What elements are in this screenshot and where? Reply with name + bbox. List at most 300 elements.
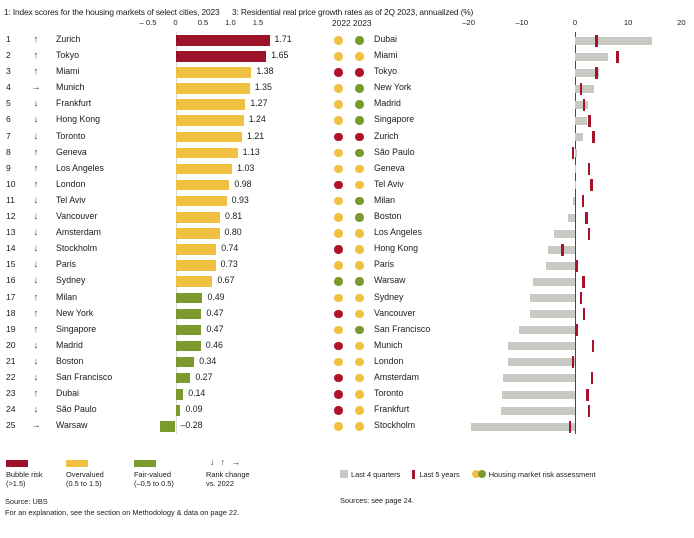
row-city-label: Frankfurt xyxy=(374,404,410,415)
legend-label-overvalued-2: (0.5 to 1.5) xyxy=(66,479,102,488)
risk-dot-2022-icon xyxy=(334,277,343,286)
last-5-years-marker xyxy=(580,83,583,95)
last-4-quarters-bar xyxy=(554,230,575,238)
right-chart-row xyxy=(332,418,694,434)
row-city-label: Paris xyxy=(374,259,395,270)
row-plot xyxy=(442,290,692,306)
left-axis-tick: 0.5 xyxy=(197,18,209,27)
row-bar xyxy=(176,325,202,336)
row-bar xyxy=(176,132,243,143)
row-value-label: 1.38 xyxy=(256,66,274,77)
row-plot xyxy=(442,273,692,289)
zero-line xyxy=(575,209,576,225)
risk-dot-2023-icon xyxy=(355,229,364,238)
risk-dot-2023-icon xyxy=(355,116,364,125)
last-5-years-marker xyxy=(595,35,598,47)
risk-dot-2022-icon xyxy=(334,116,343,125)
risk-dot-2022-icon xyxy=(334,181,343,190)
row-plot xyxy=(442,64,692,80)
right-chart-row xyxy=(332,225,694,241)
row-rank: 9 xyxy=(6,162,11,173)
row-plot xyxy=(442,177,692,193)
left-axis-tick: 1.5 xyxy=(252,18,264,27)
row-bar xyxy=(176,373,191,384)
last-4-quarters-bar xyxy=(502,391,575,399)
row-value-label: 0.27 xyxy=(195,371,213,382)
row-bar xyxy=(176,35,270,46)
last-4-quarters-bar xyxy=(573,197,575,205)
risk-dot-2022-icon xyxy=(334,406,343,415)
risk-dot-2022-icon xyxy=(334,422,343,431)
row-plot xyxy=(442,129,692,145)
risk-dot-2022-icon xyxy=(334,213,343,222)
risk-dot-2023-icon xyxy=(355,165,364,174)
row-city-label: Munich xyxy=(374,339,403,350)
row-rank: 8 xyxy=(6,146,11,157)
risk-dot-2022-icon xyxy=(334,245,343,254)
risk-dot-2023-icon xyxy=(355,52,364,61)
row-plot xyxy=(442,32,692,48)
row-rank: 12 xyxy=(6,211,16,222)
row-plot xyxy=(442,338,692,354)
last-4-quarters-bar xyxy=(501,407,575,415)
row-rank: 11 xyxy=(6,194,15,205)
row-city-label: Stockholm xyxy=(374,420,416,431)
risk-dot-2023-icon xyxy=(355,68,364,77)
row-city-label: Warsaw xyxy=(56,420,88,431)
left-chart-row xyxy=(0,161,330,177)
risk-dot-2023-icon xyxy=(355,197,364,206)
last-4-quarters-bar xyxy=(575,117,587,125)
risk-dot-2023-icon xyxy=(355,36,364,45)
row-city-label: Madrid xyxy=(56,339,83,350)
row-bar xyxy=(176,83,250,94)
risk-dot-2022-icon xyxy=(334,165,343,174)
risk-dot-2022-icon xyxy=(334,100,343,109)
left-chart-row xyxy=(0,177,330,193)
risk-dot-2022-icon xyxy=(334,358,343,367)
row-city-label: Amsterdam xyxy=(56,227,101,238)
row-city-label: Boston xyxy=(374,211,402,222)
row-bar xyxy=(176,180,230,191)
left-source-line1: Source: UBS xyxy=(5,497,48,506)
row-value-label: 0.73 xyxy=(220,259,238,270)
left-chart-row xyxy=(0,48,330,64)
row-city-label: Geneva xyxy=(56,146,87,157)
right-chart-row xyxy=(332,80,694,96)
row-rank: 3 xyxy=(6,66,11,77)
rank-change-arrow-icon: ↓ xyxy=(33,97,39,109)
last-5-years-marker xyxy=(588,228,591,240)
left-chart-row xyxy=(0,32,330,48)
zero-line xyxy=(575,402,576,418)
risk-dot-2022-icon xyxy=(334,68,343,77)
row-plot xyxy=(442,80,692,96)
right-chart-row xyxy=(332,193,694,209)
left-chart-row xyxy=(0,386,330,402)
row-bar xyxy=(176,51,267,62)
row-value-label: 0.34 xyxy=(199,355,217,366)
risk-dot-2023-icon xyxy=(355,422,364,431)
row-city-label: Boston xyxy=(56,355,84,366)
risk-dot-2022-icon xyxy=(334,197,343,206)
last-5-years-marker xyxy=(588,163,591,175)
last-4-quarters-bar xyxy=(575,53,608,61)
zero-line xyxy=(575,273,576,289)
row-city-label: London xyxy=(56,178,86,189)
left-chart-row xyxy=(0,354,330,370)
rank-change-arrow-icon: ↑ xyxy=(33,49,39,61)
row-bar xyxy=(176,309,202,320)
last-4-quarters-bar xyxy=(575,133,584,141)
row-city-label: San Francisco xyxy=(56,371,113,382)
last-4-quarters-bar xyxy=(575,165,576,173)
row-plot xyxy=(442,322,692,338)
left-chart-row xyxy=(0,370,330,386)
rank-change-arrow-icon: ↓ xyxy=(33,226,39,238)
row-rank: 1 xyxy=(6,34,11,44)
risk-dot-2023-icon xyxy=(355,374,364,383)
last-4-quarters-bar xyxy=(568,214,575,222)
last-4-quarters-bar xyxy=(533,278,574,286)
row-plot xyxy=(442,225,692,241)
row-rank: 22 xyxy=(6,371,16,382)
left-chart-row xyxy=(0,273,330,289)
left-chart-row xyxy=(0,241,330,257)
risk-dot-2022-icon xyxy=(334,84,343,93)
row-city-label: Sydney xyxy=(56,275,86,286)
zero-line xyxy=(575,386,576,402)
risk-dot-2022-icon xyxy=(334,36,343,45)
legend-last5-label: Last 5 years xyxy=(419,470,460,479)
right-chart-row xyxy=(332,96,694,112)
left-source xyxy=(5,496,239,518)
row-plot xyxy=(442,193,692,209)
row-rank: 18 xyxy=(6,307,16,318)
risk-dot-2023-icon xyxy=(355,390,364,399)
legend-last4-label: Last 4 quarters xyxy=(351,470,401,479)
last-5-years-marker xyxy=(576,260,579,272)
row-city-label: Milan xyxy=(374,194,396,205)
rank-change-arrow-icon: ↓ xyxy=(33,403,39,415)
row-city-label: San Francisco xyxy=(374,323,431,334)
left-chart-title: 1: Index scores for the housing markets of select cities, 2023 xyxy=(4,7,220,17)
row-value-label: 0.81 xyxy=(225,211,243,222)
row-city-label: Paris xyxy=(56,259,77,270)
row-plot xyxy=(442,370,692,386)
row-bar xyxy=(176,115,244,126)
rank-change-arrow-icon: ↓ xyxy=(33,113,39,125)
row-rank: 23 xyxy=(6,388,16,399)
legend-gray-square-icon xyxy=(340,470,348,478)
right-chart-row xyxy=(332,322,694,338)
risk-dot-2023-icon xyxy=(355,406,364,415)
right-axis-tick: 20 xyxy=(677,18,686,27)
row-city-label: Madrid xyxy=(374,98,401,109)
legend-last5years xyxy=(412,470,459,479)
left-chart-row xyxy=(0,193,330,209)
risk-dot-2022-icon xyxy=(334,294,343,303)
row-bar xyxy=(176,148,238,159)
right-chart-row xyxy=(332,32,694,48)
risk-dot-2023-icon xyxy=(355,213,364,222)
row-rank: 4 xyxy=(6,82,11,93)
rank-change-arrow-icon: ↑ xyxy=(33,65,39,77)
last-4-quarters-bar xyxy=(508,342,574,350)
row-city-label: Singapore xyxy=(56,323,97,334)
legend-label-fair-1: Fair-valued xyxy=(134,470,171,479)
right-axis-tick: –10 xyxy=(515,18,529,27)
row-bar xyxy=(176,67,252,78)
risk-dot-2023-icon xyxy=(355,294,364,303)
legend-last4quarters xyxy=(340,470,400,479)
row-bar xyxy=(176,293,203,304)
row-value-label: 1.03 xyxy=(237,162,255,173)
last-4-quarters-bar xyxy=(471,423,575,431)
rank-change-arrow-icon: ↑ xyxy=(33,177,39,189)
legend-rank-change-icons: ↓ ↑ → xyxy=(210,457,242,467)
left-chart-row xyxy=(0,64,330,80)
row-bar xyxy=(176,164,233,175)
rank-change-arrow-icon: ↓ xyxy=(33,193,39,205)
row-value-label: 1.21 xyxy=(247,130,265,141)
right-axis-tick: 0 xyxy=(572,18,578,27)
left-chart-row xyxy=(0,129,330,145)
rank-change-arrow-icon: ↓ xyxy=(33,129,39,141)
last-5-years-marker xyxy=(595,67,598,79)
rank-change-arrow-icon: → xyxy=(31,81,41,93)
left-chart-row xyxy=(0,290,330,306)
right-chart-row xyxy=(332,338,694,354)
last-4-quarters-bar xyxy=(530,294,575,302)
last-5-years-marker xyxy=(582,195,585,207)
risk-dot-2023-icon xyxy=(355,133,364,142)
risk-dot-2023-icon xyxy=(355,342,364,351)
row-city-label: Hong Kong xyxy=(374,243,419,254)
row-city-label: Toronto xyxy=(374,388,404,399)
last-5-years-marker xyxy=(583,308,586,320)
right-chart-row xyxy=(332,129,694,145)
legend-risk-assessment xyxy=(472,470,596,479)
left-chart-row xyxy=(0,112,330,128)
row-value-label: 0.74 xyxy=(221,243,239,254)
zero-line xyxy=(575,418,576,434)
legend-dot-green-icon xyxy=(478,470,486,478)
row-bar xyxy=(176,276,213,287)
row-bar xyxy=(176,357,195,368)
row-city-label: Los Angeles xyxy=(374,227,422,238)
row-value-label: 0.09 xyxy=(185,404,203,415)
row-rank: 17 xyxy=(6,291,16,302)
row-city-label: Sydney xyxy=(374,291,404,302)
row-bar xyxy=(176,212,221,223)
zero-line xyxy=(575,193,576,209)
zero-line xyxy=(575,354,576,370)
risk-dot-2023-icon xyxy=(355,149,364,158)
right-x-axis xyxy=(332,18,694,32)
row-city-label: Tel Aviv xyxy=(56,194,86,205)
rank-change-arrow-icon: ↑ xyxy=(33,161,39,173)
last-5-years-marker xyxy=(592,340,595,352)
row-plot xyxy=(442,386,692,402)
right-axis-tick: –20 xyxy=(462,18,475,27)
zero-line xyxy=(575,306,576,322)
rank-change-arrow-icon: ↓ xyxy=(33,258,39,270)
left-axis-tick: – 0.5 xyxy=(139,18,157,27)
left-axis-tick: 1.0 xyxy=(225,18,236,27)
row-value-label: 1.27 xyxy=(250,98,268,109)
last-4-quarters-bar xyxy=(575,37,652,45)
risk-dot-2022-icon xyxy=(334,229,343,238)
row-bar xyxy=(176,389,184,400)
row-value-label: 1.24 xyxy=(248,114,266,125)
last-4-quarters-bar xyxy=(575,149,577,157)
rank-change-arrow-icon: ↓ xyxy=(33,354,39,366)
row-city-label: Dubai xyxy=(56,388,79,399)
left-chart-rows xyxy=(0,32,330,434)
rank-change-arrow-icon: ↑ xyxy=(33,306,39,318)
risk-dot-2023-icon xyxy=(355,261,364,270)
row-value-label: 0.14 xyxy=(188,388,206,399)
risk-dot-2023-icon xyxy=(355,84,364,93)
risk-dot-2022-icon xyxy=(334,261,343,270)
row-value-label: 0.98 xyxy=(234,178,252,189)
row-bar xyxy=(176,260,216,271)
risk-dot-2023-icon xyxy=(355,326,364,335)
row-rank: 5 xyxy=(6,98,11,109)
legend-label-bubble-1: Bubble risk xyxy=(6,470,43,479)
last-5-years-marker xyxy=(592,131,595,143)
row-plot xyxy=(442,354,692,370)
left-chart-row xyxy=(0,322,330,338)
legend-label-rank-2: vs. 2022 xyxy=(206,479,234,488)
legend-label-overvalued-1: Overvalued xyxy=(66,470,104,479)
row-bar xyxy=(160,421,175,432)
right-chart-row xyxy=(332,290,694,306)
last-5-years-marker xyxy=(572,356,575,368)
last-5-years-marker xyxy=(569,421,572,433)
row-bar xyxy=(176,341,201,352)
row-rank: 25 xyxy=(6,420,16,431)
row-plot xyxy=(442,112,692,128)
last-5-years-marker xyxy=(583,99,586,111)
last-4-quarters-bar xyxy=(546,262,575,270)
row-city-label: Vancouver xyxy=(374,307,416,318)
risk-dot-2023-icon xyxy=(355,100,364,109)
row-plot xyxy=(442,145,692,161)
right-chart-row xyxy=(332,386,694,402)
row-plot xyxy=(442,257,692,273)
last-4-quarters-bar xyxy=(503,374,575,382)
right-chart-row xyxy=(332,273,694,289)
legend-label-bubble-2: (>1.5) xyxy=(6,479,26,488)
right-source: Sources: see page 24. xyxy=(340,496,414,505)
rank-change-arrow-icon: ↓ xyxy=(33,274,39,286)
row-city-label: New York xyxy=(56,307,94,318)
right-axis-tick: 10 xyxy=(623,18,633,27)
row-bar xyxy=(176,405,181,416)
row-plot xyxy=(442,241,692,257)
rank-change-arrow-icon: ↑ xyxy=(33,322,39,334)
rank-change-arrow-icon: ↓ xyxy=(33,370,39,382)
rank-change-arrow-icon: ↓ xyxy=(33,338,39,350)
zero-line xyxy=(575,370,576,386)
legend-red-tick-icon xyxy=(412,470,415,479)
legend-swatch-overvalued xyxy=(66,460,88,467)
rank-change-arrow-icon: ↑ xyxy=(33,145,39,157)
last-4-quarters-bar xyxy=(530,310,575,318)
right-chart-rows xyxy=(332,32,694,434)
last-5-years-marker xyxy=(586,389,589,401)
right-chart-row xyxy=(332,209,694,225)
rank-change-arrow-icon: ↑ xyxy=(33,290,39,302)
legend-swatch-fair xyxy=(134,460,156,467)
last-4-quarters-bar xyxy=(575,85,594,93)
last-4-quarters-bar xyxy=(575,181,576,189)
year-columns-header: 2022 2023 xyxy=(332,18,372,28)
row-rank: 7 xyxy=(6,130,11,141)
row-value-label: 1.65 xyxy=(271,50,289,61)
right-chart-row xyxy=(332,161,694,177)
left-chart-row xyxy=(0,306,330,322)
row-city-label: London xyxy=(374,355,404,366)
left-x-axis xyxy=(0,18,330,32)
right-chart-row xyxy=(332,64,694,80)
risk-dot-2022-icon xyxy=(334,374,343,383)
row-city-label: New York xyxy=(374,82,412,93)
right-chart-row xyxy=(332,112,694,128)
right-chart-row xyxy=(332,145,694,161)
row-rank: 14 xyxy=(6,243,16,254)
risk-dot-2023-icon xyxy=(355,358,364,367)
risk-dot-2023-icon xyxy=(355,310,364,319)
row-rank: 10 xyxy=(6,178,16,189)
left-chart-row xyxy=(0,80,330,96)
row-city-label: Zurich xyxy=(56,34,81,44)
rank-change-arrow-icon: ↓ xyxy=(33,242,39,254)
last-4-quarters-bar xyxy=(575,101,588,109)
last-5-years-marker xyxy=(575,324,578,336)
row-plot xyxy=(442,161,692,177)
right-chart-row xyxy=(332,241,694,257)
row-value-label: 0.93 xyxy=(231,194,249,205)
row-rank: 13 xyxy=(6,227,16,238)
row-city-label: Hong Kong xyxy=(56,114,101,125)
left-chart-row xyxy=(0,338,330,354)
right-chart-row xyxy=(332,370,694,386)
left-chart-row xyxy=(0,225,330,241)
right-chart-row xyxy=(332,177,694,193)
right-chart-row xyxy=(332,354,694,370)
risk-dot-2023-icon xyxy=(355,277,364,286)
row-city-label: Geneva xyxy=(374,162,405,173)
last-5-years-marker xyxy=(590,179,593,191)
left-chart xyxy=(0,18,330,458)
row-value-label: –0.28 xyxy=(180,420,203,431)
row-city-label: Miami xyxy=(56,66,80,77)
row-city-label: Singapore xyxy=(374,114,415,125)
row-city-label: Zurich xyxy=(374,130,399,141)
row-city-label: Frankfurt xyxy=(56,98,92,109)
legend-risk-label: Housing market risk assessment xyxy=(488,470,596,479)
last-4-quarters-bar xyxy=(508,358,575,366)
row-value-label: 0.46 xyxy=(205,339,223,350)
right-legend xyxy=(340,470,690,479)
risk-dot-2022-icon xyxy=(334,310,343,319)
left-chart-row xyxy=(0,96,330,112)
risk-dot-2022-icon xyxy=(334,149,343,158)
row-rank: 16 xyxy=(6,275,16,286)
